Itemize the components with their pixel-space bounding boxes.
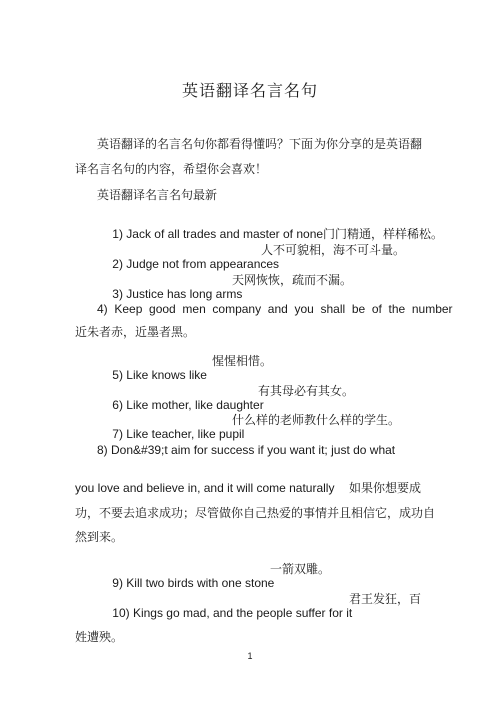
- quote-3-zh: 天网恢恢，疏而不漏。: [232, 273, 353, 287]
- quote-5-zh: 惺惺相惜。: [212, 354, 273, 368]
- quote-9-zh: 一箭双雕。: [270, 562, 331, 576]
- quote-7-en: 7) Like teacher, like pupil: [112, 427, 245, 441]
- quote-10: [97, 592, 352, 634]
- document-title: 英语翻译名言名句: [181, 81, 318, 100]
- quote-2-zh: 人不可貌相，海不可斗量。: [261, 243, 406, 257]
- quote-6-en: 6) Like mother, like daughter: [112, 398, 264, 412]
- quote-10-zh: 君王发狂，百: [349, 592, 422, 606]
- quote-8-zh: 如果你想要成: [349, 481, 422, 495]
- section-heading: 英语翻译名言名句最新: [97, 188, 218, 202]
- quote-2-en: 2) Judge not from appearances: [112, 257, 280, 271]
- quote-4-en: 4) Keep good men company and you shall be of the number: [97, 302, 453, 316]
- quote-4-zh: 近朱者赤，近墨者黑。: [75, 325, 196, 339]
- quote-10-en: 10) Kings go mad, and the people suffer for it: [112, 606, 353, 620]
- quote-8-en-cont: you love and believe in, and it will come naturally: [75, 481, 335, 495]
- quote-10-zh-cont: 姓遭殃。: [75, 630, 124, 644]
- quote-1-zh: 门门精通，样样稀松。: [323, 227, 444, 241]
- intro-line-1a: 英语翻译的名言名句你都看得懂吗？下面: [97, 137, 314, 151]
- quote-8-zh-cont: 功，不要去追求成功；尽管做你自己热爱的事情并且相信它，成功自: [75, 506, 436, 520]
- quote-8-en: 8) Don&#39;t aim for success if you want it; just do what: [97, 443, 396, 457]
- quote-9-en: 9) Kill two birds with one stone: [112, 576, 275, 590]
- quote-8-zh-end: 然到来。: [75, 530, 124, 544]
- quote-1-en: 1) Jack of all trades and master of none: [112, 227, 324, 241]
- intro-line-2: 译名言名句的内容，希望你会喜欢！: [75, 162, 268, 176]
- quote-3-en: 3) Justice has long arms: [112, 287, 243, 301]
- page-number: 1: [247, 651, 253, 661]
- quote-6-zh: 有其母必有其女。: [258, 384, 355, 398]
- quote-5-en: 5) Like knows like: [112, 368, 207, 382]
- intro-line-1b: 为你分享的是英语翻: [314, 137, 423, 151]
- quote-7-zh: 什么样的老师教什么样的学生。: [232, 413, 401, 427]
